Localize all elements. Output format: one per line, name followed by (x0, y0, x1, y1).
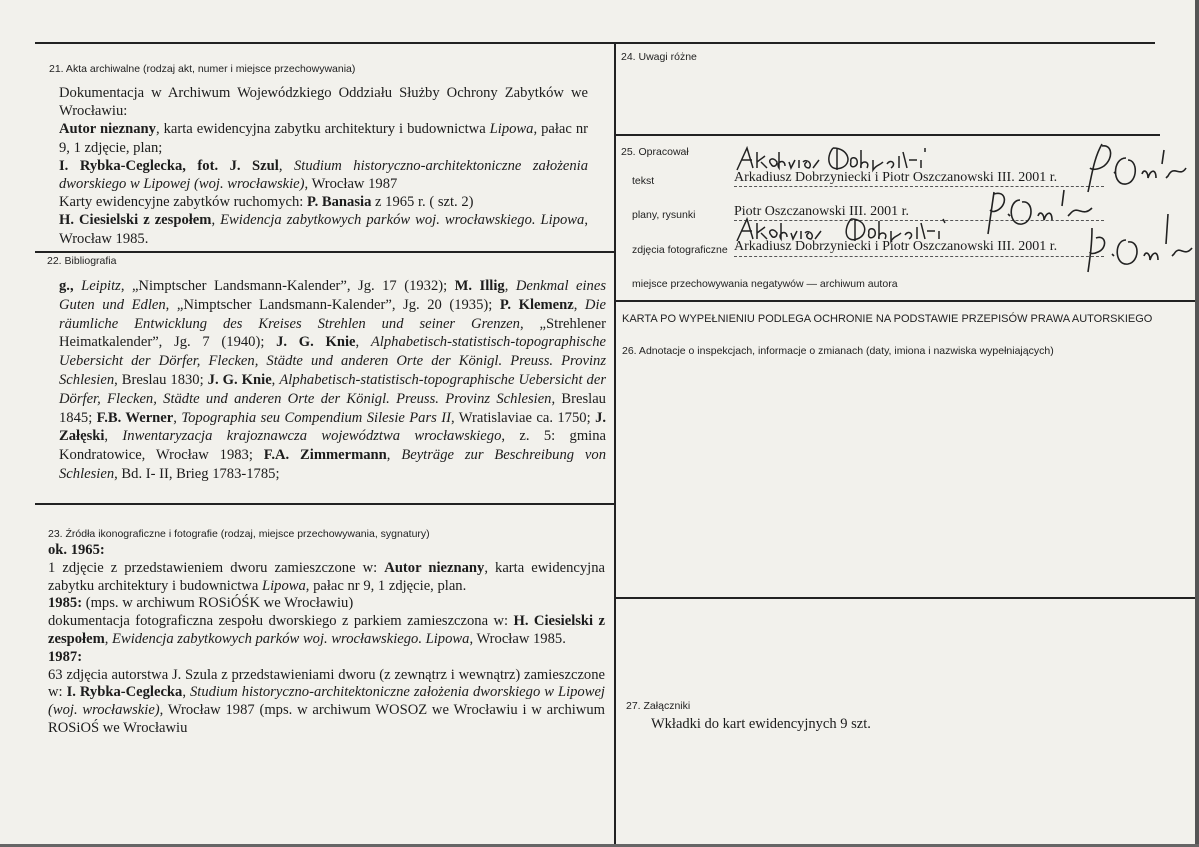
copyright-notice: KARTA PO WYPEŁNIENIU PODLEGA OCHRONIE NA PODSTAWIE PRZEPISÓW PRAWA AUTORSKIEGO (622, 313, 1153, 325)
text-run: , Breslau 1830; (114, 371, 208, 388)
text-run: F.B. Werner (96, 409, 174, 426)
section-24-label: 24. Uwagi różne (621, 51, 697, 63)
text-run: F.A. Zimmermann (263, 447, 387, 464)
text-run: , „Nimptscher Landsmann-Kalender”, Jg. 17 (1932); (120, 278, 455, 294)
text-line (59, 193, 588, 211)
text-run: , (278, 157, 294, 174)
text-line (59, 157, 588, 193)
section-26-label: 26. Adnotacje o inspekcjach, informacje o zmianach (daty, imiona i nazwiska wypełniających) (622, 345, 1054, 357)
text-run: Lipowa (489, 121, 534, 138)
text-line (48, 613, 605, 649)
text-run: Alphabetisch-statistisch-topographische Uebersicht der Dörfer, Flecken, Städte und anderen Orte der Königl. Preuss. Provinz Schlesien (59, 334, 606, 388)
text-run: , Wrocław 1985. (59, 212, 588, 247)
text-run: , Wrocław 1987 (mps. w archiwum WOSOZ we Wrocławiu i w archiwum ROSiOŚ we Wrocławiu (48, 702, 605, 736)
text-run: P. Banasia (307, 194, 372, 211)
text-line (48, 542, 605, 560)
text-run: , (271, 371, 280, 388)
section-27-label: 27. Załączniki (626, 700, 691, 712)
text-run: Leipitz (81, 278, 121, 294)
text-run: P. Klemenz (499, 296, 574, 313)
text-run: ok. 1965: (48, 542, 105, 558)
text-run: M. Illig (454, 278, 505, 294)
text-run: Studium historyczno-architektoniczne założenia dworskiego w Lipowej (woj. wrocławskie) (48, 684, 605, 719)
text-run: 63 zdjęcia autorstwa J. Szula z przedstawieniami dworu (z zewnątrz i wewnątrz) zamieszczone w: (48, 666, 605, 701)
signature-dobrzyniecki-bottom (733, 215, 983, 247)
text-run: (mps. w archiwum ROSiÓŚK we Wrocławiu) (82, 595, 354, 612)
text-line (59, 84, 588, 120)
text-run: , (173, 409, 182, 426)
text-run: Denkmal eines Guten und Edlen (59, 278, 606, 313)
rule-21-22 (35, 251, 615, 253)
text-run: , (211, 212, 221, 229)
text-run: , pałac nr 9, 1 zdjęcie, plan. (305, 577, 467, 594)
text-run: , (104, 630, 113, 647)
text-run: , (104, 428, 123, 445)
plany-label: plany, rysunki (632, 209, 696, 221)
section-22-label: 22. Bibliografia (47, 255, 117, 267)
text-run: dokumentacja fotograficzna zespołu dworskiego z parkiem zamieszczona w: (48, 613, 514, 630)
tekst-value: Arkadiusz Dobrzyniecki i Piotr Oszczanowski III. 2001 r. (734, 170, 1058, 185)
rule-22-23 (35, 503, 615, 505)
text-run: , (573, 296, 585, 313)
page-edge (1195, 0, 1199, 847)
text-run: Karty ewidencyjne zabytków ruchomych: (59, 194, 308, 211)
text-run: Beyträge zur Beschreibung von Schlesien (59, 447, 606, 482)
text-line (59, 211, 588, 247)
rule-25-copyright (615, 300, 1199, 302)
text-run: Lipowa (261, 577, 306, 594)
text-line (59, 277, 606, 484)
top-rule-right (615, 42, 1155, 44)
text-run: , pałac nr 9, 1 zdjęcie, plan; (59, 121, 588, 156)
section-23-label: 23. Źródła ikonograficzne i fotografie (rodzaj, miejsce przechowywania, sygnatury) (48, 528, 430, 540)
text-run: I. Rybka-Ceglecka (66, 684, 183, 701)
text-run: z 1965 r. ( szt. 2) (371, 194, 474, 211)
text-run: , „Nimptscher Landsmann-Kalender”, Jg. 20 (1935); (165, 296, 500, 313)
text-run: Ewidencja zabytkowych parków woj. wrocławskiego. Lipowa (112, 630, 470, 647)
text-run: g., (59, 278, 82, 294)
text-run: Studium historyczno-architektoniczne założenia dworskiego w Lipowej (woj. wrocławskie) (59, 157, 588, 193)
text-run: Dokumentacja w Archiwum Wojewódzkiego Oddziału Służby Ochrony Zabytków we Wrocławiu: (59, 85, 588, 120)
text-run: I. Rybka-Ceglecka, fot. J. Szul (59, 157, 279, 174)
text-run: , Bd. I- II, Brieg 1783-1785; (114, 465, 280, 482)
text-run: , karta ewidencyjna zabytku architektury i budownictwa (155, 121, 490, 138)
center-divider (614, 42, 616, 847)
text-run: , Breslau 1845; (59, 390, 606, 426)
text-run: , karta ewidencyjna zabytku architektury i budownictwa (48, 559, 606, 594)
text-run: , Wrocław 1987 (304, 176, 398, 193)
text-run: H. Ciesielski z zespołem (48, 613, 605, 647)
rule-24-25 (615, 134, 1160, 136)
signature-dobrzyniecki-top (733, 142, 943, 176)
text-run: , (504, 278, 516, 294)
section-27-value: Wkładki do kart ewidencyjnych 9 szt. (651, 716, 871, 732)
tekst-label: tekst (632, 175, 655, 187)
text-run: , (182, 684, 190, 701)
plany-value: Piotr Oszczanowski III. 2001 r. (734, 204, 909, 219)
text-run: , (386, 447, 402, 464)
text-run: J. G. Knie (207, 371, 272, 388)
text-line (48, 649, 605, 667)
zdjecia-value: Arkadiusz Dobrzyniecki i Piotr Oszczanowski III. 2001 r. (734, 239, 1058, 254)
text-run: 1985: (48, 595, 83, 612)
text-run: 1987: (48, 648, 83, 665)
text-run: Topographia seu Compendium Silesie Pars II (181, 409, 451, 426)
top-rule-left (35, 42, 615, 44)
zdjecia-dotted-line (734, 256, 1104, 257)
negatives-location: miejsce przechowywania negatywów — archiwum autora (632, 278, 898, 290)
section-21-label: 21. Akta archiwalne (rodzaj akt, numer i miejsce przechowywania) (49, 63, 356, 75)
text-run: , Wratislaviae ca. 1750; (450, 409, 596, 426)
text-run: Alphabetisch-statistisch-topographische Uebersicht der Dörfer, Flecken, Städte und anderen Orte der Königl. Preuss. Provinz Schlesien (59, 371, 606, 407)
section-21-text (59, 84, 588, 248)
text-run: , Wrocław 1985. (469, 630, 566, 647)
text-line (48, 595, 605, 613)
text-run: H. Ciesielski z zespołem (59, 212, 212, 229)
section-22-text (59, 277, 606, 484)
rule-26-27 (615, 597, 1199, 599)
text-run: Die räumliche Entwicklung des Kreises Strehlen und seiner Grenzen (59, 296, 606, 332)
zdjecia-label: zdjęcia fotograficzne (632, 244, 728, 256)
signature-oszczanowski-3 (1086, 208, 1196, 274)
text-run: 1 zdjęcie z przedstawieniem dworu zamieszczone w: (48, 559, 385, 576)
section-25-label: 25. Opracował (621, 146, 689, 158)
text-line (59, 120, 588, 156)
text-run: , (355, 334, 371, 351)
text-line (48, 560, 605, 596)
text-run: Autor nieznany (384, 559, 485, 576)
text-line (48, 667, 605, 738)
text-run: Ewidencja zabytkowych parków woj. wrocławskiego. Lipowa (220, 212, 585, 229)
section-23-text (48, 542, 605, 738)
text-run: J. Załęski (59, 409, 607, 445)
text-run: J. G. Knie (276, 334, 356, 351)
text-run: , „Strehlener Heimatkalender”, Jg. 7 (1940); (59, 315, 606, 351)
text-run: Inwentaryzacja krajoznawcza województwa wrocławskiego (122, 428, 502, 445)
text-run: , z. 5: gmina Kondratowice, Wrocław 1983; (59, 428, 607, 464)
text-run: Autor nieznany (59, 121, 156, 138)
